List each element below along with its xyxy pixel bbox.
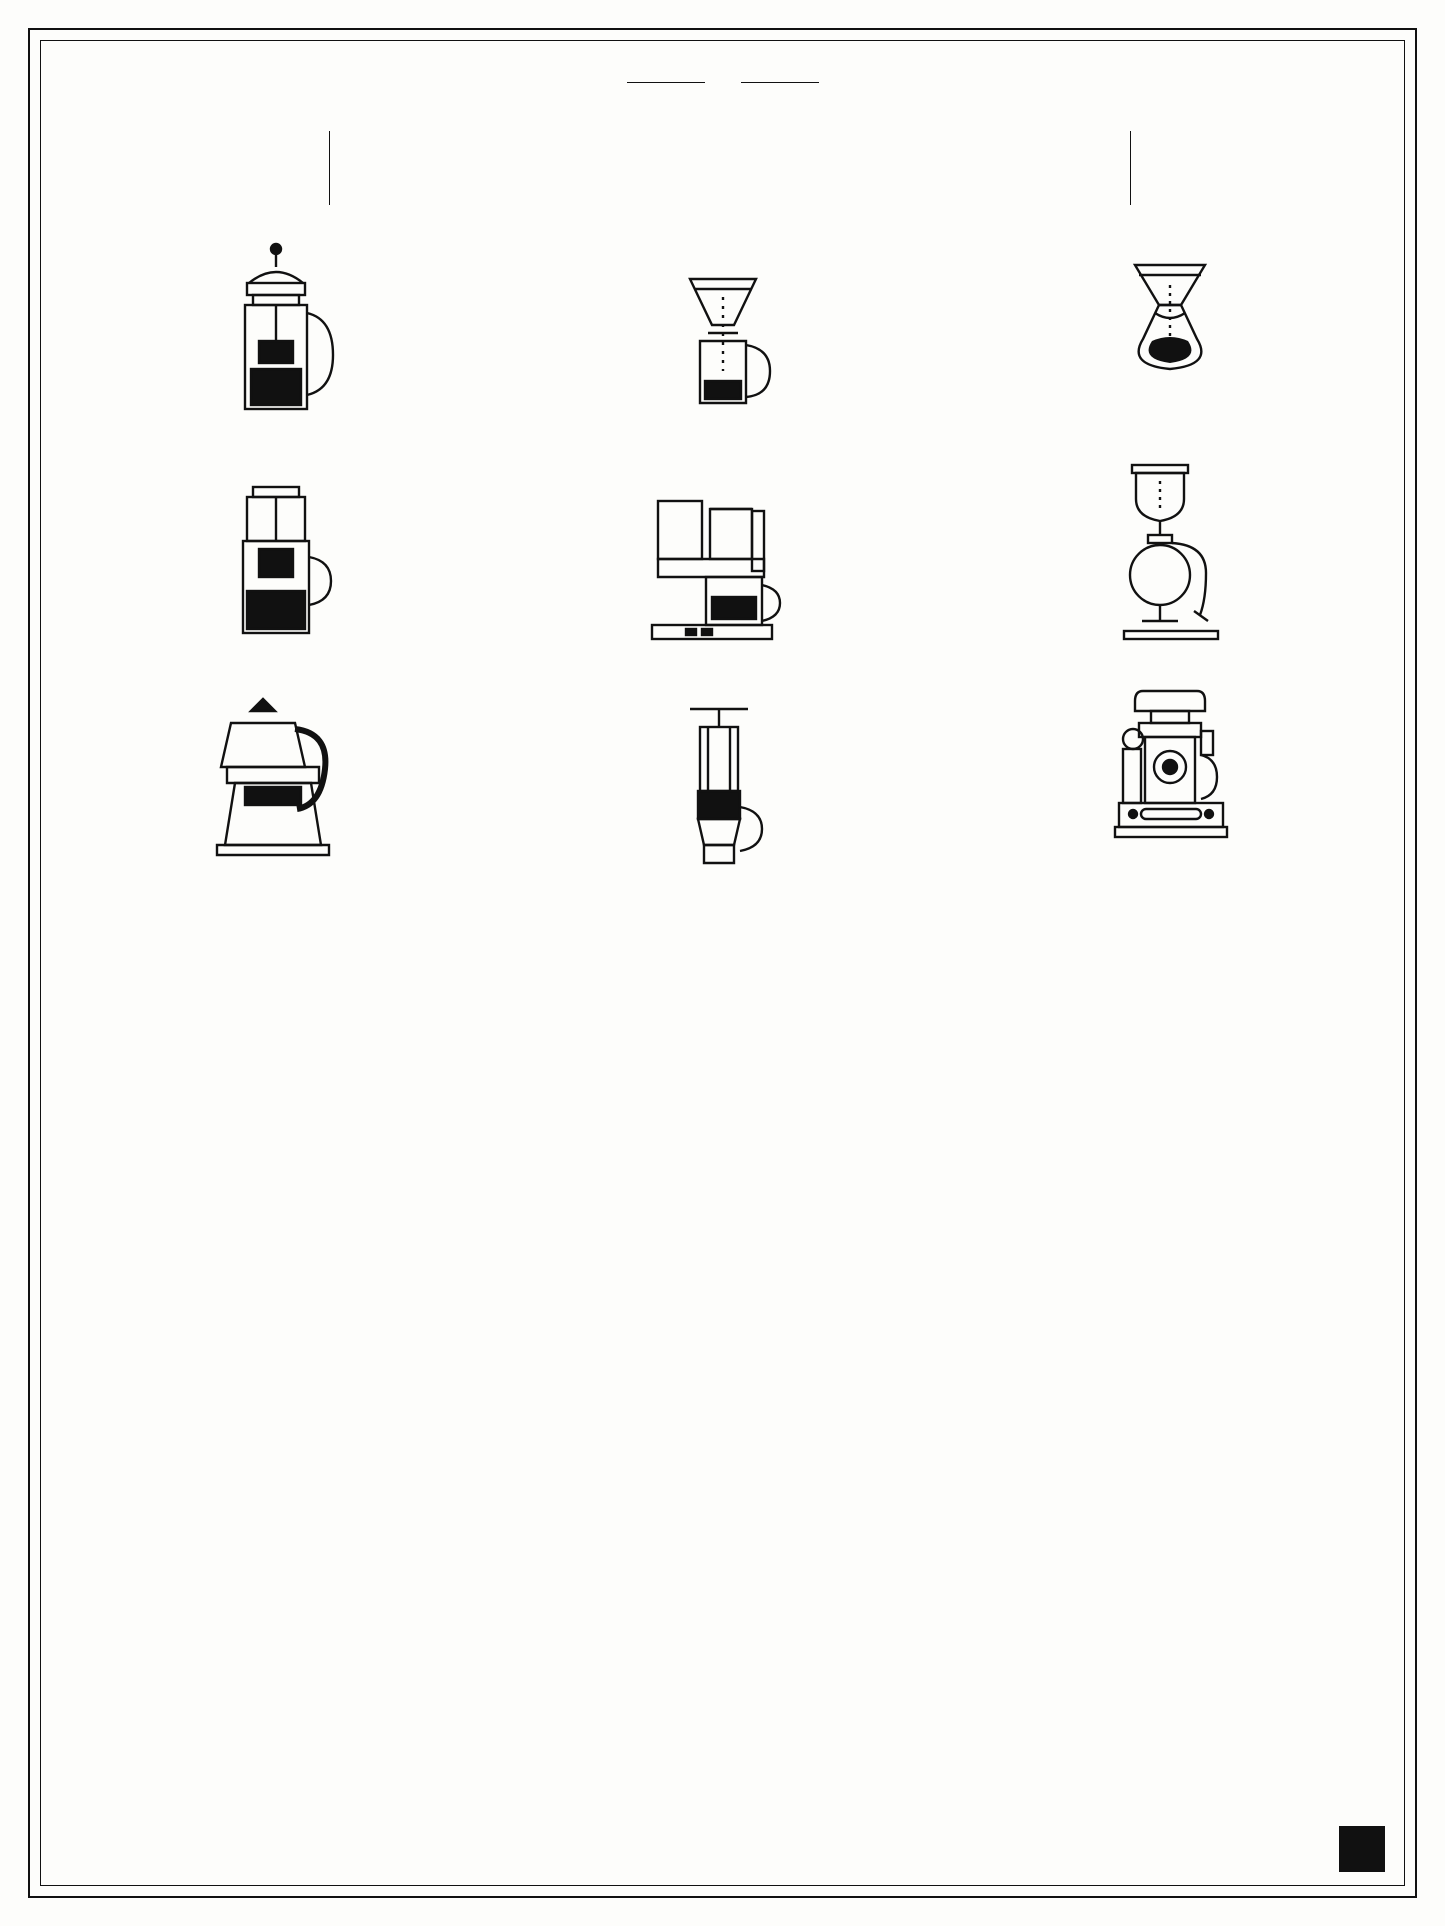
pour-over-dripper-icon <box>505 231 940 431</box>
rule-right <box>741 82 819 83</box>
method-card-french-press <box>52 231 499 447</box>
french-press-icon <box>58 231 493 431</box>
grind-top-labels <box>340 133 1120 155</box>
method-card-pour-over <box>499 231 946 447</box>
espresso-machine-icon <box>952 679 1387 879</box>
aeropress-icon <box>505 679 940 879</box>
brand-logo <box>1339 1826 1385 1872</box>
method-card-chemex <box>946 231 1393 447</box>
method-card-cold-brew <box>52 455 499 671</box>
poster-content <box>52 52 1393 1874</box>
chemex-icon <box>952 231 1387 431</box>
method-card-auto-drip <box>499 455 946 671</box>
method-card-espresso-machine <box>946 679 1393 895</box>
rule-left <box>627 82 705 83</box>
method-card-siphon <box>946 455 1393 671</box>
grind-bottom-labels <box>340 183 1120 203</box>
auto-drip-machine-icon <box>505 455 940 655</box>
brewing-methods-grid <box>52 231 1393 895</box>
cold-brew-icon <box>58 455 493 655</box>
grind-scale-section <box>52 131 1393 205</box>
grind-dot-gradient <box>340 161 1120 181</box>
method-card-aeropress <box>499 679 946 895</box>
grind-scale <box>329 131 1131 205</box>
subtitle-row <box>52 82 1393 83</box>
siphon-icon <box>952 455 1387 655</box>
moka-pot-icon <box>58 679 493 879</box>
method-card-moka-pot <box>52 679 499 895</box>
